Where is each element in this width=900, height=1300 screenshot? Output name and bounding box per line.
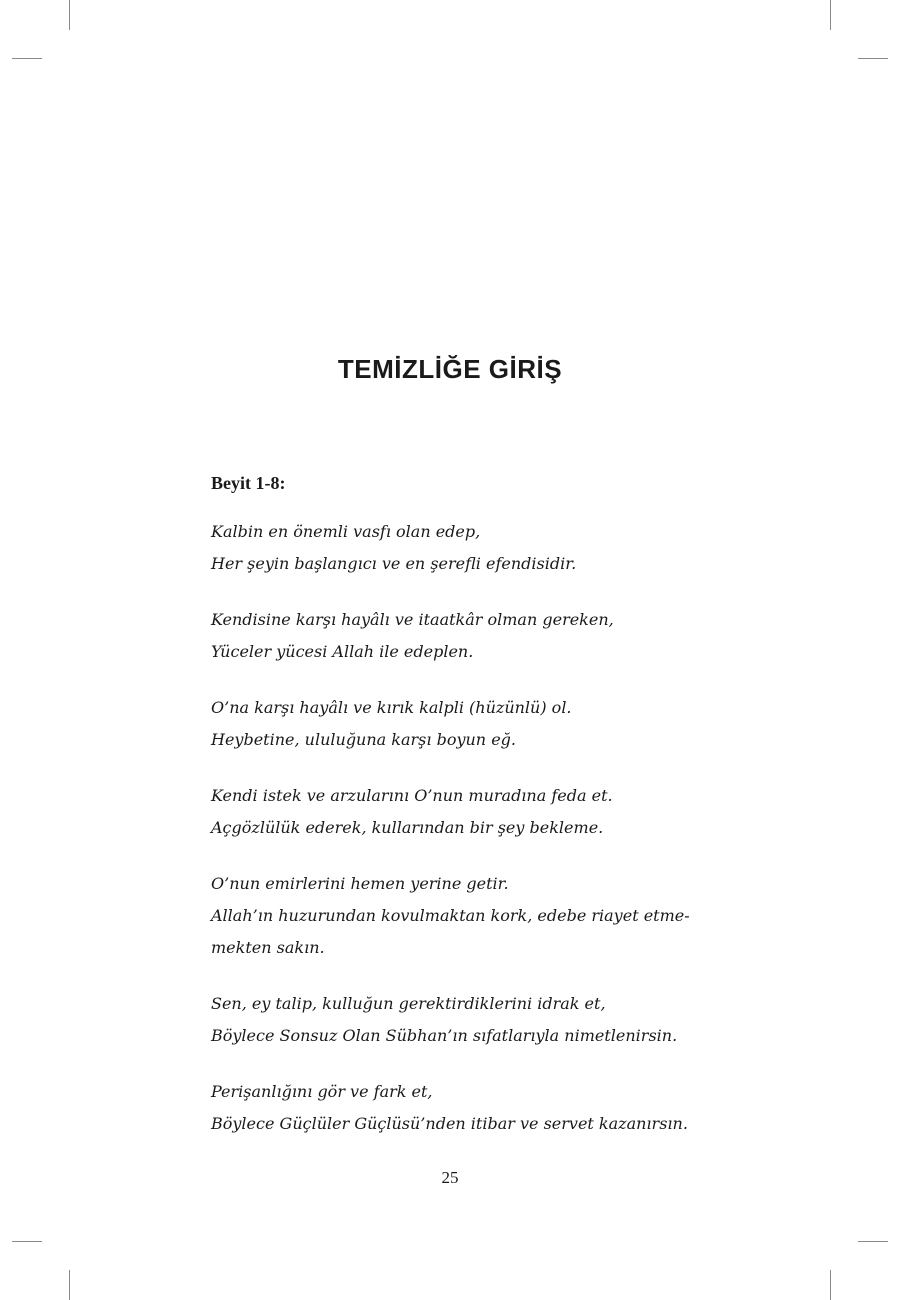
chapter-title: TEMİZLİĞE GİRİŞ [337,354,563,384]
crop-mark-bottom-right-horizontal [858,1241,888,1242]
crop-mark-bottom-left-horizontal [12,1241,42,1242]
crop-mark-top-right-horizontal [858,58,888,59]
verse-line: Allah’ın huzurundan kovulmaktan kork, edebe riayet etme- [211,906,690,925]
poem-body [211,468,731,1164]
verse-line: Kendi istek ve arzularını O’nun muradına feda et. [211,786,613,805]
verse-line: O’na karşı hayâlı ve kırık kalpli (hüzünlü) ol. [211,698,572,717]
verse-line: Böylece Sonsuz Olan Sübhan’ın sıfatlarıyla nimetlenirsin. [211,1026,678,1045]
verse-line: Kalbin en önemli vasfı olan edep, [211,522,481,541]
verse-line: Her şeyin başlangıcı ve en şerefli efendisidir. [211,554,577,573]
stanza [211,780,731,844]
verse-line: Böylece Güçlüler Güçlüsü’nden itibar ve servet kazanırsın. [211,1114,688,1133]
verse-line: O’nun emirlerini hemen yerine getir. [211,874,509,893]
stanza [211,868,731,964]
verse-line: mekten sakın. [211,938,325,957]
stanza [211,516,731,580]
verse-line: Yüceler yücesi Allah ile edeplen. [211,642,474,661]
crop-mark-top-left [69,0,70,30]
verse-line: Kendisine karşı hayâlı ve itaatkâr olman gereken, [211,610,614,629]
crop-mark-top-right [830,0,831,30]
verse-line: Sen, ey talip, kulluğun gerektirdiklerini idrak et, [211,994,606,1013]
page-number: 25 [441,1168,459,1187]
section-heading: Beyit 1-8: [211,473,286,493]
verse-line: Açgözlülük ederek, kullarından bir şey bekleme. [211,818,604,837]
crop-mark-top-left-horizontal [12,58,42,59]
stanza [211,988,731,1052]
crop-mark-bottom-right [830,1270,831,1300]
stanza [211,692,731,756]
stanza [211,1076,731,1140]
verse-line: Heybetine, ululuğuna karşı boyun eğ. [211,730,516,749]
stanza [211,604,731,668]
crop-mark-bottom-left [69,1270,70,1300]
verse-line: Perişanlığını gör ve fark et, [211,1082,433,1101]
